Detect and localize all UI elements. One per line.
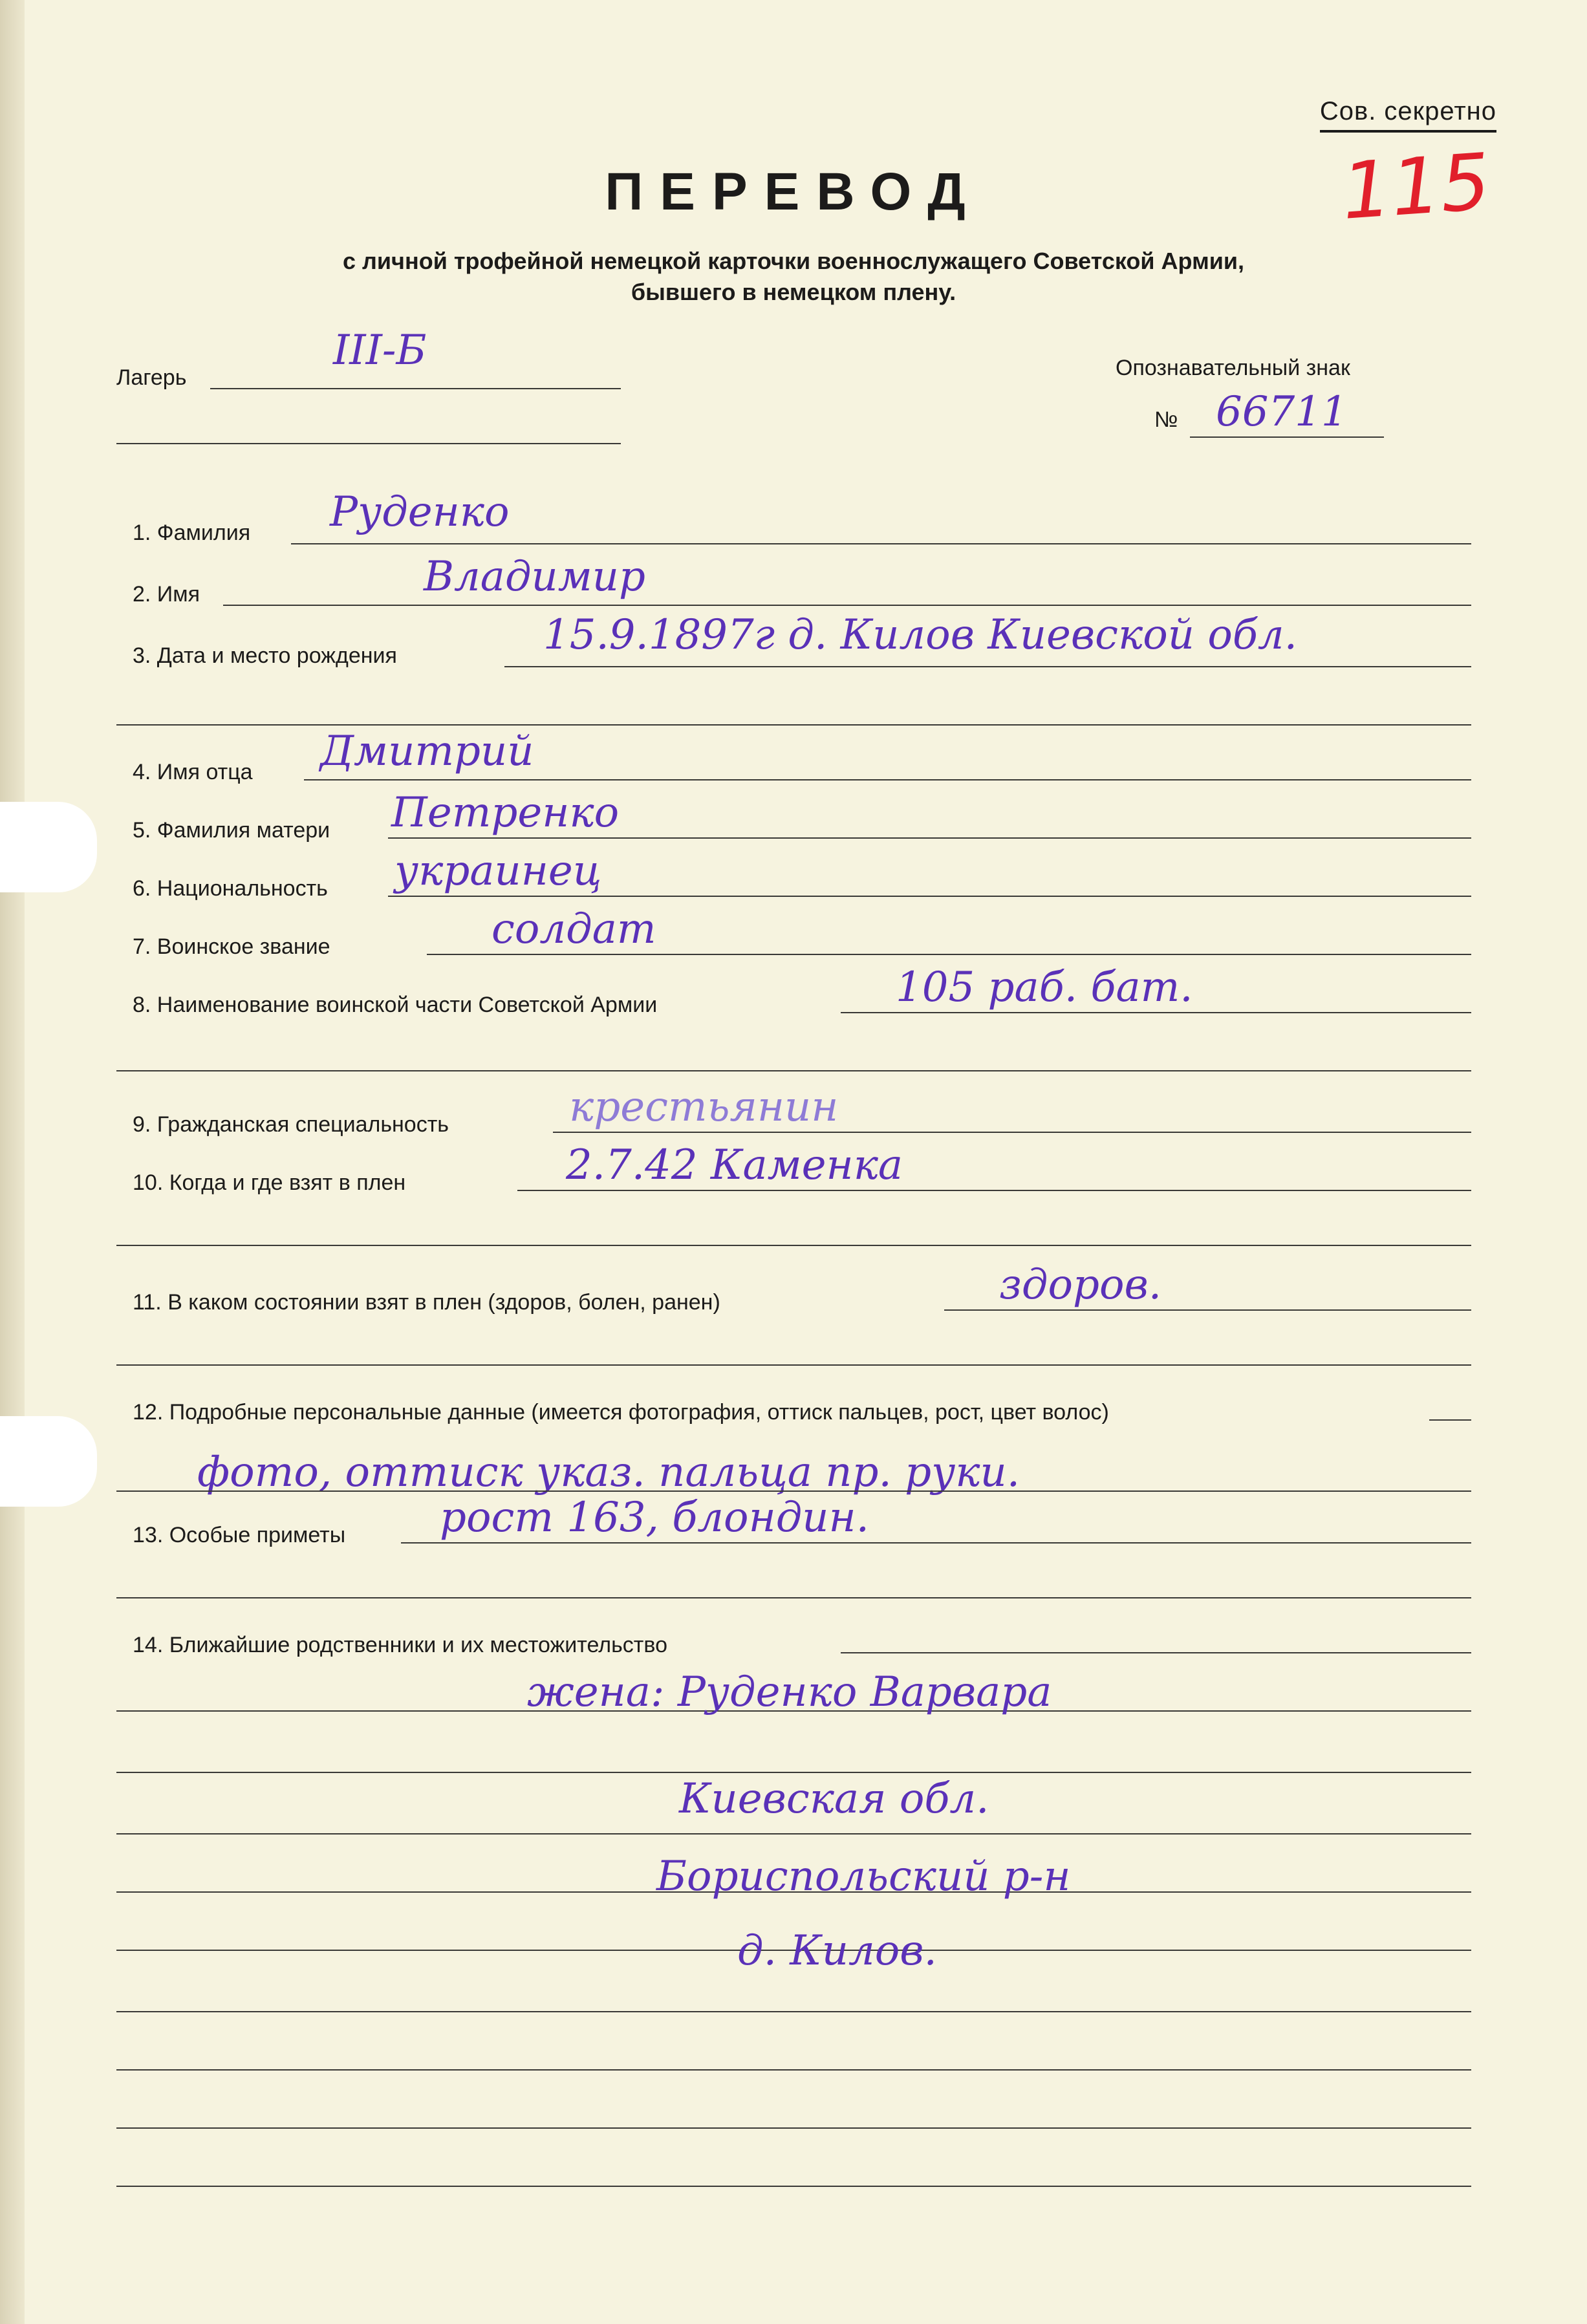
field-9-value: крестьянин bbox=[569, 1083, 839, 1131]
relatives-value-line-4: д. Килов. bbox=[737, 1927, 937, 1975]
field-11-label: 11. В каком состоянии взят в плен (здоров, болен, ранен) bbox=[133, 1290, 720, 1315]
camp-underline bbox=[210, 388, 621, 389]
id-tag-value: 66711 bbox=[1216, 388, 1348, 436]
field-13-label: 13. Особые приметы bbox=[133, 1523, 346, 1547]
field-12-extra-line bbox=[116, 1490, 1471, 1492]
field-3-extra-line bbox=[116, 724, 1471, 726]
field-8-label: 8. Наименование воинской части Советской Армии bbox=[133, 993, 658, 1017]
field-7-line bbox=[427, 954, 1471, 955]
relatives-line-7 bbox=[116, 2069, 1471, 2071]
relatives-value-line-2: Киевская обл. bbox=[679, 1775, 989, 1823]
field-6-line bbox=[388, 896, 1471, 897]
field-12-label: 12. Подробные персональные данные (имеется фотография, оттиск пальцев, рост, цвет волос) bbox=[133, 1400, 1109, 1425]
classification-stamp: Сов. секретно bbox=[1320, 97, 1496, 133]
field-5-value: Петренко bbox=[391, 789, 620, 837]
field-3-line bbox=[504, 666, 1471, 667]
field-5-label: 5. Фамилия матери bbox=[133, 818, 330, 843]
paper-tear-lower bbox=[0, 1416, 97, 1507]
subtitle-line-2: бывшего в немецком плену. bbox=[631, 279, 956, 305]
field-10-label: 10. Когда и где взят в плен bbox=[133, 1170, 406, 1195]
field-10-line bbox=[517, 1190, 1471, 1191]
field-11-line bbox=[944, 1309, 1471, 1311]
field-8-line bbox=[841, 1012, 1471, 1013]
id-tag-label: Опознавательный знак bbox=[1116, 356, 1350, 380]
field-4-label: 4. Имя отца bbox=[133, 760, 253, 784]
field-4-line bbox=[304, 779, 1471, 780]
field-11-value: здоров. bbox=[999, 1261, 1162, 1309]
relatives-line-9 bbox=[116, 2186, 1471, 2187]
field-10-extra-line bbox=[116, 1245, 1471, 1246]
field-5-line bbox=[388, 837, 1471, 839]
paper-edge bbox=[0, 0, 25, 2324]
subtitle-line-1: с личной трофейной немецкой карточки военнослужащего Советской Армии, bbox=[343, 248, 1244, 274]
relatives-value-line-3: Бориспольский р-н bbox=[656, 1853, 1071, 1900]
id-number-label: № bbox=[1154, 407, 1178, 432]
field-12-line bbox=[1429, 1419, 1471, 1421]
relatives-line-6 bbox=[116, 2011, 1471, 2012]
paper-tear-upper bbox=[0, 802, 97, 892]
field-13-line bbox=[401, 1542, 1471, 1544]
camp-label: Лагерь bbox=[116, 365, 187, 390]
field-1-value: Руденко bbox=[330, 488, 510, 536]
camp-value: III-Б bbox=[333, 327, 427, 374]
relatives-value-line-1: жена: Руденко Варвара bbox=[527, 1668, 1052, 1716]
field-7-label: 7. Воинское звание bbox=[133, 934, 330, 959]
field-12-value: фото, оттиск указ. пальца пр. руки. bbox=[197, 1448, 1020, 1496]
field-11-extra-line bbox=[116, 1364, 1471, 1366]
field-3-label: 3. Дата и место рождения bbox=[133, 643, 397, 668]
field-2-label: 2. Имя bbox=[133, 582, 200, 607]
field-14-label: 14. Ближайшие родственники и их местожительство bbox=[133, 1633, 667, 1657]
document-subtitle bbox=[0, 246, 1587, 308]
field-10-value: 2.7.42 Каменка bbox=[566, 1141, 903, 1189]
field-4-value: Дмитрий bbox=[320, 727, 534, 775]
field-14-line bbox=[841, 1652, 1471, 1653]
camp-extra-line bbox=[116, 443, 621, 444]
field-6-label: 6. Национальность bbox=[133, 876, 328, 901]
field-8-value: 105 раб. бат. bbox=[896, 963, 1193, 1011]
field-1-line bbox=[291, 543, 1471, 544]
field-9-label: 9. Гражданская специальность bbox=[133, 1112, 449, 1137]
field-8-extra-line bbox=[116, 1070, 1471, 1071]
relatives-line-2 bbox=[116, 1772, 1471, 1773]
field-3-value: 15.9.1897г д. Килов Киевской обл. bbox=[543, 611, 1297, 659]
field-13-extra-line bbox=[116, 1597, 1471, 1598]
field-13-value: рост 163, блондин. bbox=[440, 1494, 869, 1542]
relatives-line-8 bbox=[116, 2127, 1471, 2129]
field-6-value: украинец bbox=[394, 847, 602, 895]
field-9-line bbox=[553, 1132, 1471, 1133]
document-title: ПЕРЕВОД bbox=[605, 162, 982, 221]
field-2-line bbox=[223, 605, 1471, 606]
field-1-label: 1. Фамилия bbox=[133, 521, 251, 545]
archive-number: 115 bbox=[1339, 137, 1493, 237]
relatives-line-3 bbox=[116, 1833, 1471, 1834]
field-2-value: Владимир bbox=[424, 553, 645, 601]
id-underline bbox=[1190, 436, 1384, 438]
field-7-value: солдат bbox=[491, 905, 656, 953]
